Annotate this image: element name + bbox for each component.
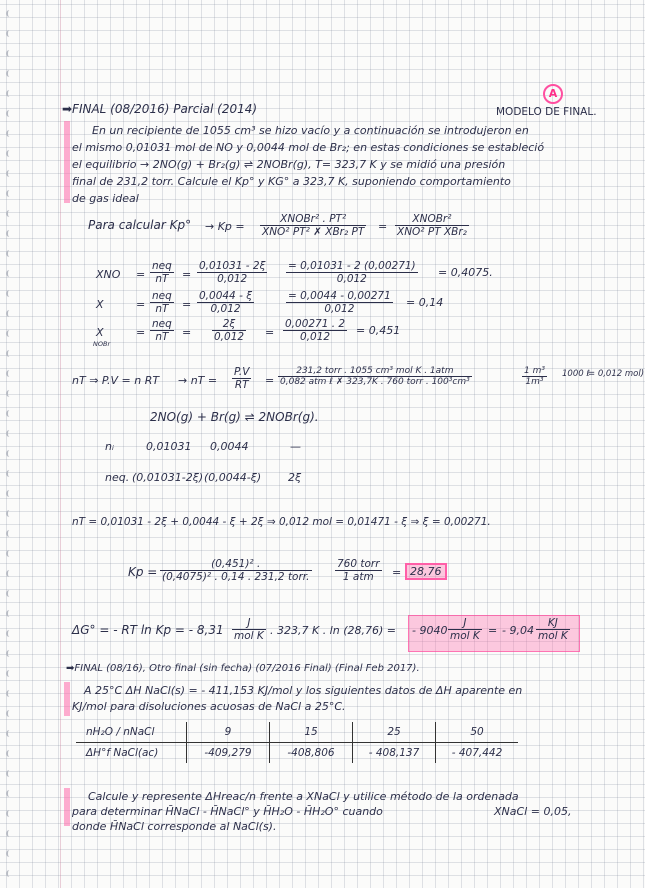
delta-g-v2-unit: KJ mol K xyxy=(538,617,568,642)
row-neq-2: (0,0044-ξ) xyxy=(204,471,262,484)
table-header-cell: nH₂O / nNaCl xyxy=(76,722,187,743)
header-right: MODELO DE FINAL. xyxy=(496,106,597,118)
nt-lead: nT ⇒ P.V = n RT xyxy=(72,374,160,387)
reaction-equation: 2NO(g) + Br(g) ⇌ 2NOBr(g). xyxy=(150,410,319,424)
nt-frac-4: 1000 ℓ xyxy=(562,369,590,379)
xno-result: = 0,4075. xyxy=(438,266,493,279)
delta-g-eq: = xyxy=(488,624,498,637)
section-badge: A xyxy=(543,84,563,104)
table-cell: - 407,442 xyxy=(436,743,519,764)
row-ni-2: 0,0044 xyxy=(210,440,249,453)
margin-line xyxy=(60,0,61,888)
delta-g-v1: - 9040 xyxy=(412,624,448,637)
nt-sum: nT = 0,01031 - 2ξ + 0,0044 - ξ + 2ξ ⇒ 0,012 mol = 0,01471 - ξ ⇒ ξ = 0,00271. xyxy=(72,516,491,528)
nt-result: = 0,012 mol) xyxy=(588,369,645,379)
xno-label: XNO xyxy=(96,268,121,281)
delta-g-mid: . 323,7 K . ln (28,76) = xyxy=(270,624,396,637)
table-row xyxy=(76,743,518,764)
problem1-line-5: de gas ideal xyxy=(72,192,139,205)
table-header-cell: 25 xyxy=(353,722,436,743)
xnobr-eq2: = xyxy=(182,326,192,339)
kp-conversion: 760 torr 1 atm xyxy=(337,558,380,583)
xnobr-frac-1: neq nT xyxy=(152,318,172,343)
xnobr-eq1: = xyxy=(136,326,146,339)
nt-frac-3: $\frac{\text{1 m³}}{\text{1m³}}$ xyxy=(524,366,545,387)
enthalpy-table xyxy=(76,722,518,763)
highlight-bar-2 xyxy=(64,682,70,716)
table-header-cell: 9 xyxy=(187,722,270,743)
xbr-frac-3: $\frac{= 0,0044 - 0,00271}{0,012}$ xyxy=(288,290,391,315)
xnobr-result: = 0,451 xyxy=(356,324,401,337)
kp-fraction-2: XNOBr² XNO² PT XBr₂ xyxy=(397,213,467,238)
row-neq-1: (0,01031-2ξ) xyxy=(132,471,204,484)
row-ni-3: — xyxy=(290,440,301,453)
xnobr-frac-3: $\frac{0,00271 . 2}{0,012}$ xyxy=(285,318,346,343)
problem2-line-1: A 25°C ΔH NaCl(s) = - 411,153 KJ/mol y los siguientes datos de ΔH aparente en xyxy=(84,684,523,697)
problem2-title: ➡FINAL (08/16), Otro final (sin fecha) (07/2016 Final) (Final Feb 2017). xyxy=(66,663,420,674)
delta-g-unit: J mol K xyxy=(234,617,264,642)
problem1-line-4: final de 231,2 torr. Calcule el Kp° y KG° a 323,7 K, suponiendo comportamiento xyxy=(72,175,511,188)
xbr-frac-2: $\frac{0,0044 - \xi}{0,012}$ xyxy=(199,290,253,315)
kp-value-box: 28,76 xyxy=(405,563,447,580)
row-ni-label: nᵢ xyxy=(105,440,114,453)
row-neq-3: 2ξ xyxy=(288,471,302,484)
xnobr-eq3: = xyxy=(265,326,275,339)
nt-frac-2: 231,2 torr . 1055 cm³ mol K . 1atm 0,082 atm ℓ ✗ 323,7K . 760 torr . 100³cm³ xyxy=(280,366,470,387)
highlight-bar xyxy=(64,121,70,203)
xnobr-sub: NOBr xyxy=(93,340,111,348)
table-header-cell: 50 xyxy=(436,722,519,743)
table-row xyxy=(76,722,518,743)
xno-eq1: = xyxy=(136,268,146,281)
kp-setup-arrow: → Kp = xyxy=(205,220,245,233)
binding-holes xyxy=(0,0,26,888)
problem2-footer-right: XNaCl = 0,05, xyxy=(494,805,572,818)
xbr-frac-1: neq nT xyxy=(152,290,172,315)
xno-frac-1: neq nT xyxy=(152,260,172,285)
xno-eq2: = xyxy=(182,268,192,281)
row-neq-label: neq. xyxy=(105,471,130,484)
table-cell: ΔH°f NaCl(ac) xyxy=(86,747,159,759)
kp-fraction-1: XNOBr² . PT² XNO² PT² ✗ XBr₂ PT xyxy=(262,213,365,238)
delta-g-text: ΔG° = - RT ln Kp = - 8,31 xyxy=(72,623,224,637)
xnobr-frac-2: $\frac{2\xi}{0,012}$ xyxy=(214,318,245,343)
xno-frac-3: $\frac{= 0,01031 - 2 (0,00271)}{0,012}$ xyxy=(288,260,416,285)
table-cell: -409,279 xyxy=(187,743,270,764)
problem1-line-2: el mismo 0,01031 mol de NO y 0,0044 mol de Br₂; en estas condiciones se estableció xyxy=(72,141,545,154)
row-ni-1: 0,01031 xyxy=(146,440,192,453)
problem2-footer-2: para determinar H̄NaCl - H̄NaCl° y H̄H₂O - H̄H₂O° cuando xyxy=(72,805,383,818)
kp-equals: = xyxy=(378,220,388,233)
kp-setup-label: Para calcular Kp° xyxy=(88,218,192,232)
xbr-eq1: = xyxy=(136,298,146,311)
problem2-footer-1: Calcule y represente ΔHreac/n frente a XNaCl y utilice método de la ordenada xyxy=(88,790,519,803)
highlight-bar-3 xyxy=(64,788,70,826)
delta-g-v1-unit: J mol K xyxy=(450,617,480,642)
table-cell: -408,806 xyxy=(270,743,353,764)
problem1-line-1: En un recipiente de 1055 cm³ se hizo vacío y a continuación se introdujeron en xyxy=(92,124,529,137)
table-cell: - 408,137 xyxy=(353,743,436,764)
kp-result-label: Kp = xyxy=(128,565,158,579)
problem1-line-3: el equilibrio → 2NO(g) + Br₂(g) ⇌ 2NOBr(g), T= 323,7 K y se midió una presión xyxy=(72,158,506,171)
table-header-cell: 15 xyxy=(270,722,353,743)
xnobr-label: X xyxy=(96,326,104,339)
nt-eq: = xyxy=(265,374,275,387)
problem2-line-2: KJ/mol para disoluciones acuosas de NaCl a 25°C. xyxy=(72,700,346,713)
nt-arrow: → nT = xyxy=(178,374,218,387)
kp-result-frac: (0,451)² . (0,4075)² . 0,14 . 231,2 torr. xyxy=(162,558,310,583)
xbr-label: X xyxy=(96,298,104,311)
nt-frac-1: $\frac{P.V}{RT}$ xyxy=(234,366,250,391)
xbr-eq2: = xyxy=(182,298,192,311)
problem2-footer-3: donde H̄NaCl corresponde al NaCl(s). xyxy=(72,820,277,833)
header-title: ➡FINAL (08/2016) Parcial (2014) xyxy=(62,102,258,116)
xno-frac-2: $\frac{0,01031 - 2\xi}{0,012}$ xyxy=(199,260,266,285)
delta-g-v2: - 9,04 xyxy=(502,624,534,637)
kp-result-eq: = xyxy=(392,566,402,579)
xbr-result: = 0,14 xyxy=(406,296,444,309)
